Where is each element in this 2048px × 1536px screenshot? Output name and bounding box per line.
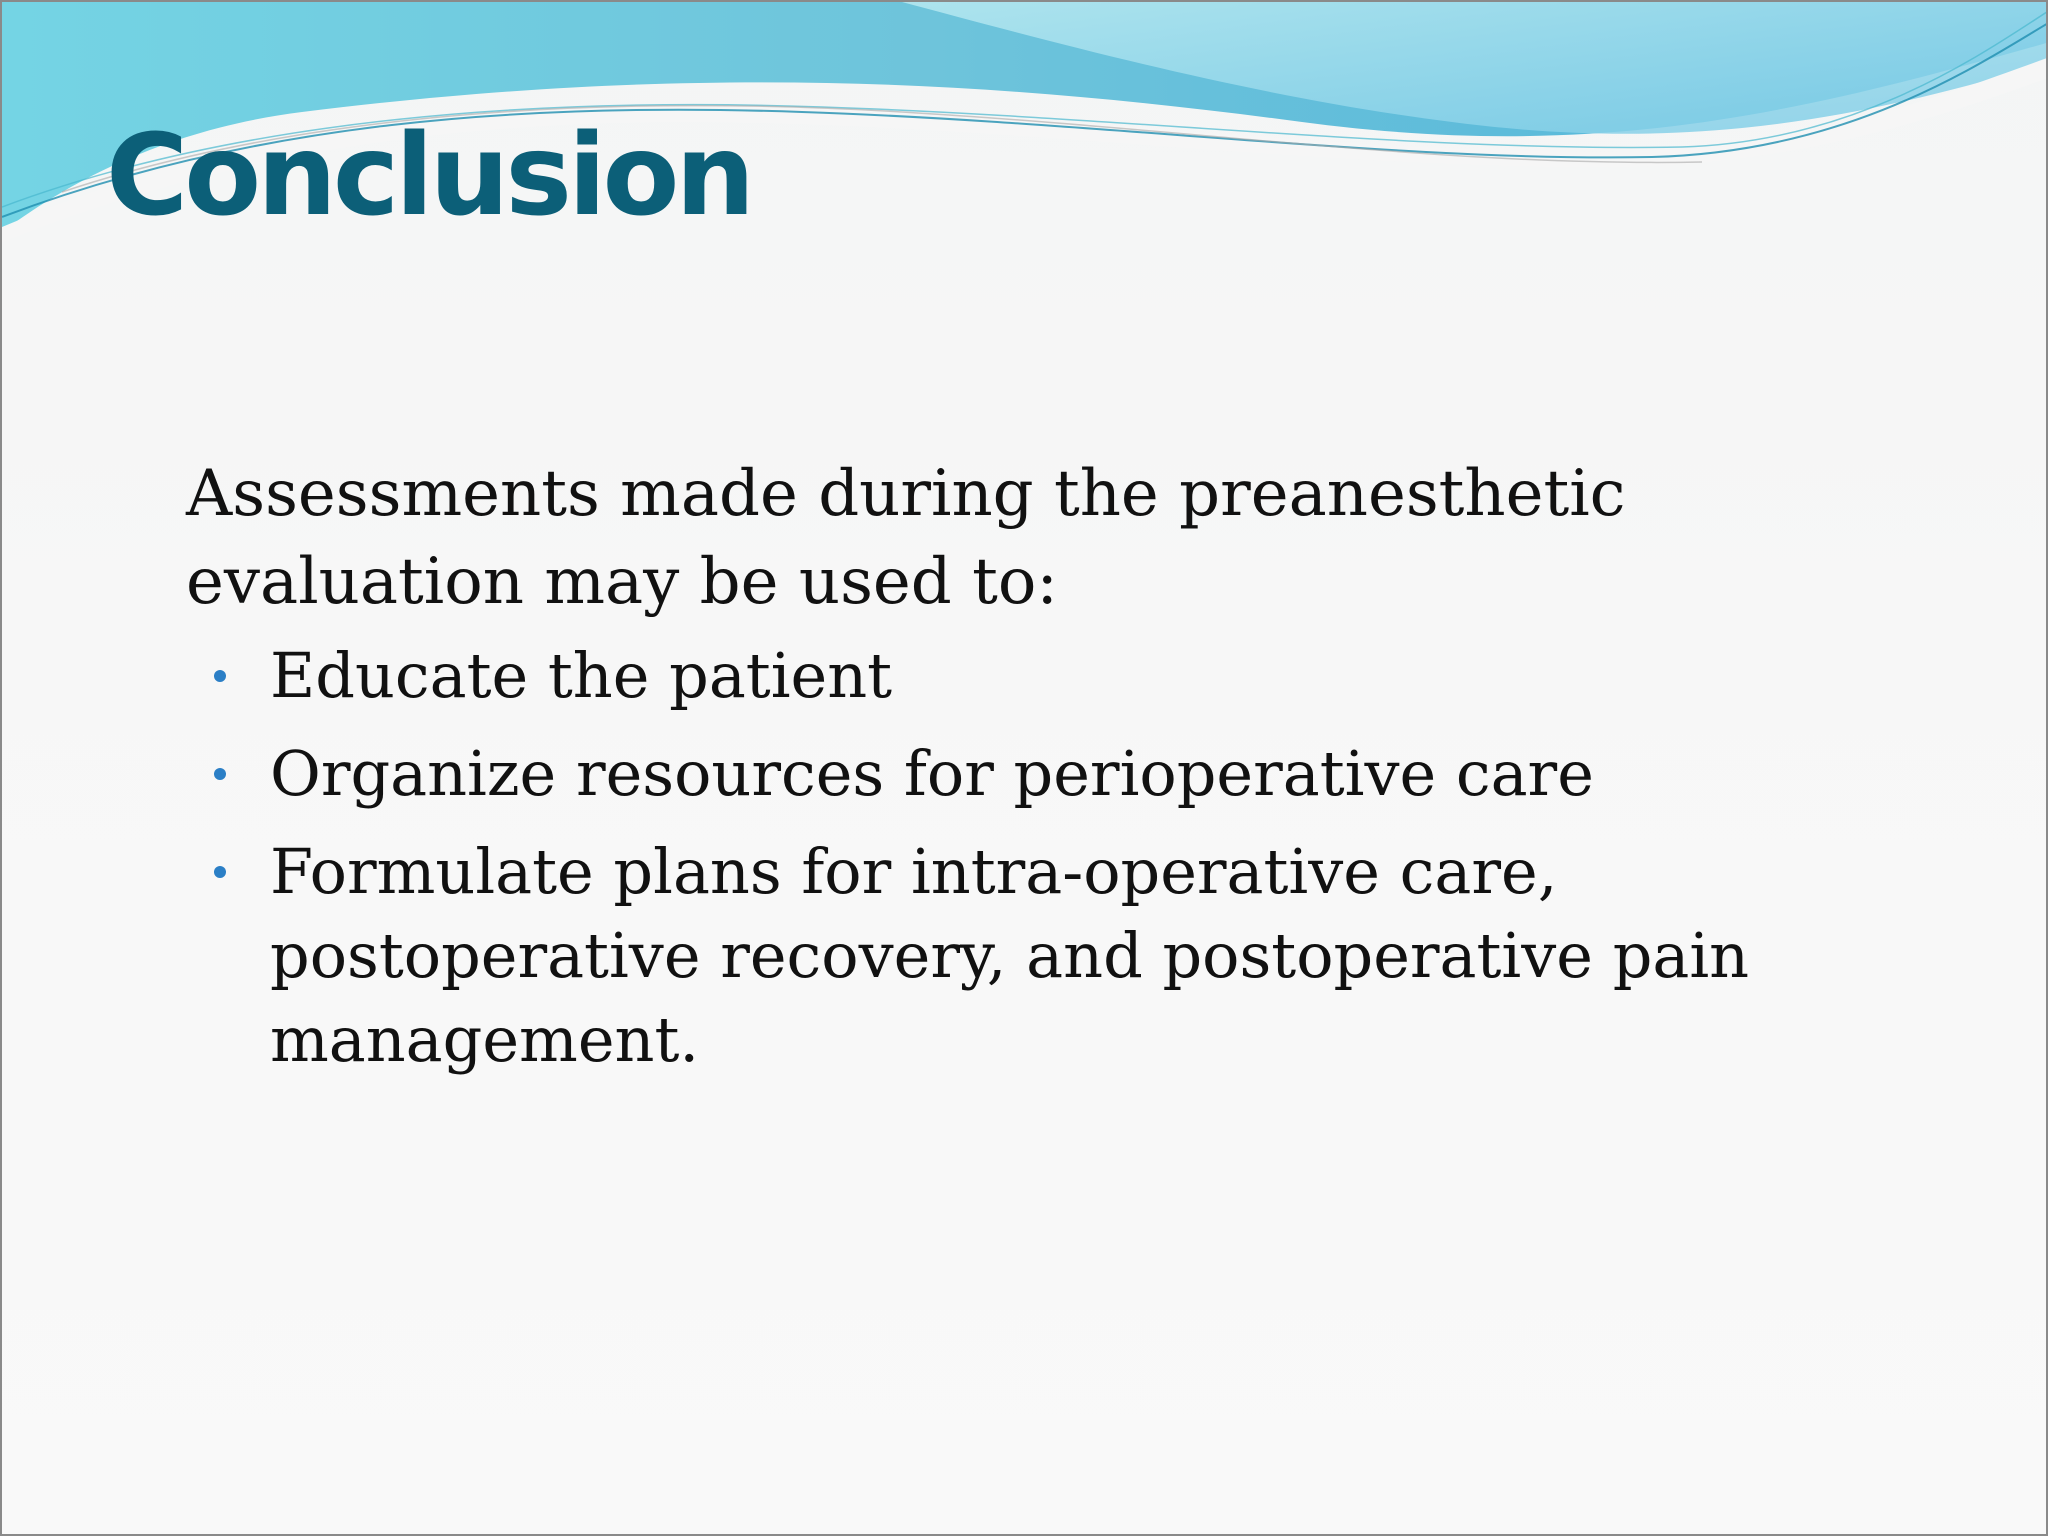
intro-text: Assessments made during the preanesthetic evaluation may be used to: <box>186 457 1626 619</box>
bullet-text: Formulate plans for intra-operative care, postoperative recovery, and postoperative pain management. <box>270 835 1750 1076</box>
slide-title: Conclusion <box>106 111 752 241</box>
bullet-text: Organize resources for perioperative care <box>270 737 1594 810</box>
bullet-dot-icon <box>214 866 226 878</box>
bullet-dot-icon <box>214 670 226 682</box>
slide-body <box>186 450 1946 1096</box>
bullet-list <box>186 634 1946 1082</box>
bullet-item <box>186 732 1946 816</box>
bullet-dot-icon <box>214 768 226 780</box>
bullet-text: Educate the patient <box>270 639 893 712</box>
bullet-item <box>186 830 1946 1082</box>
bullet-item <box>186 634 1946 718</box>
